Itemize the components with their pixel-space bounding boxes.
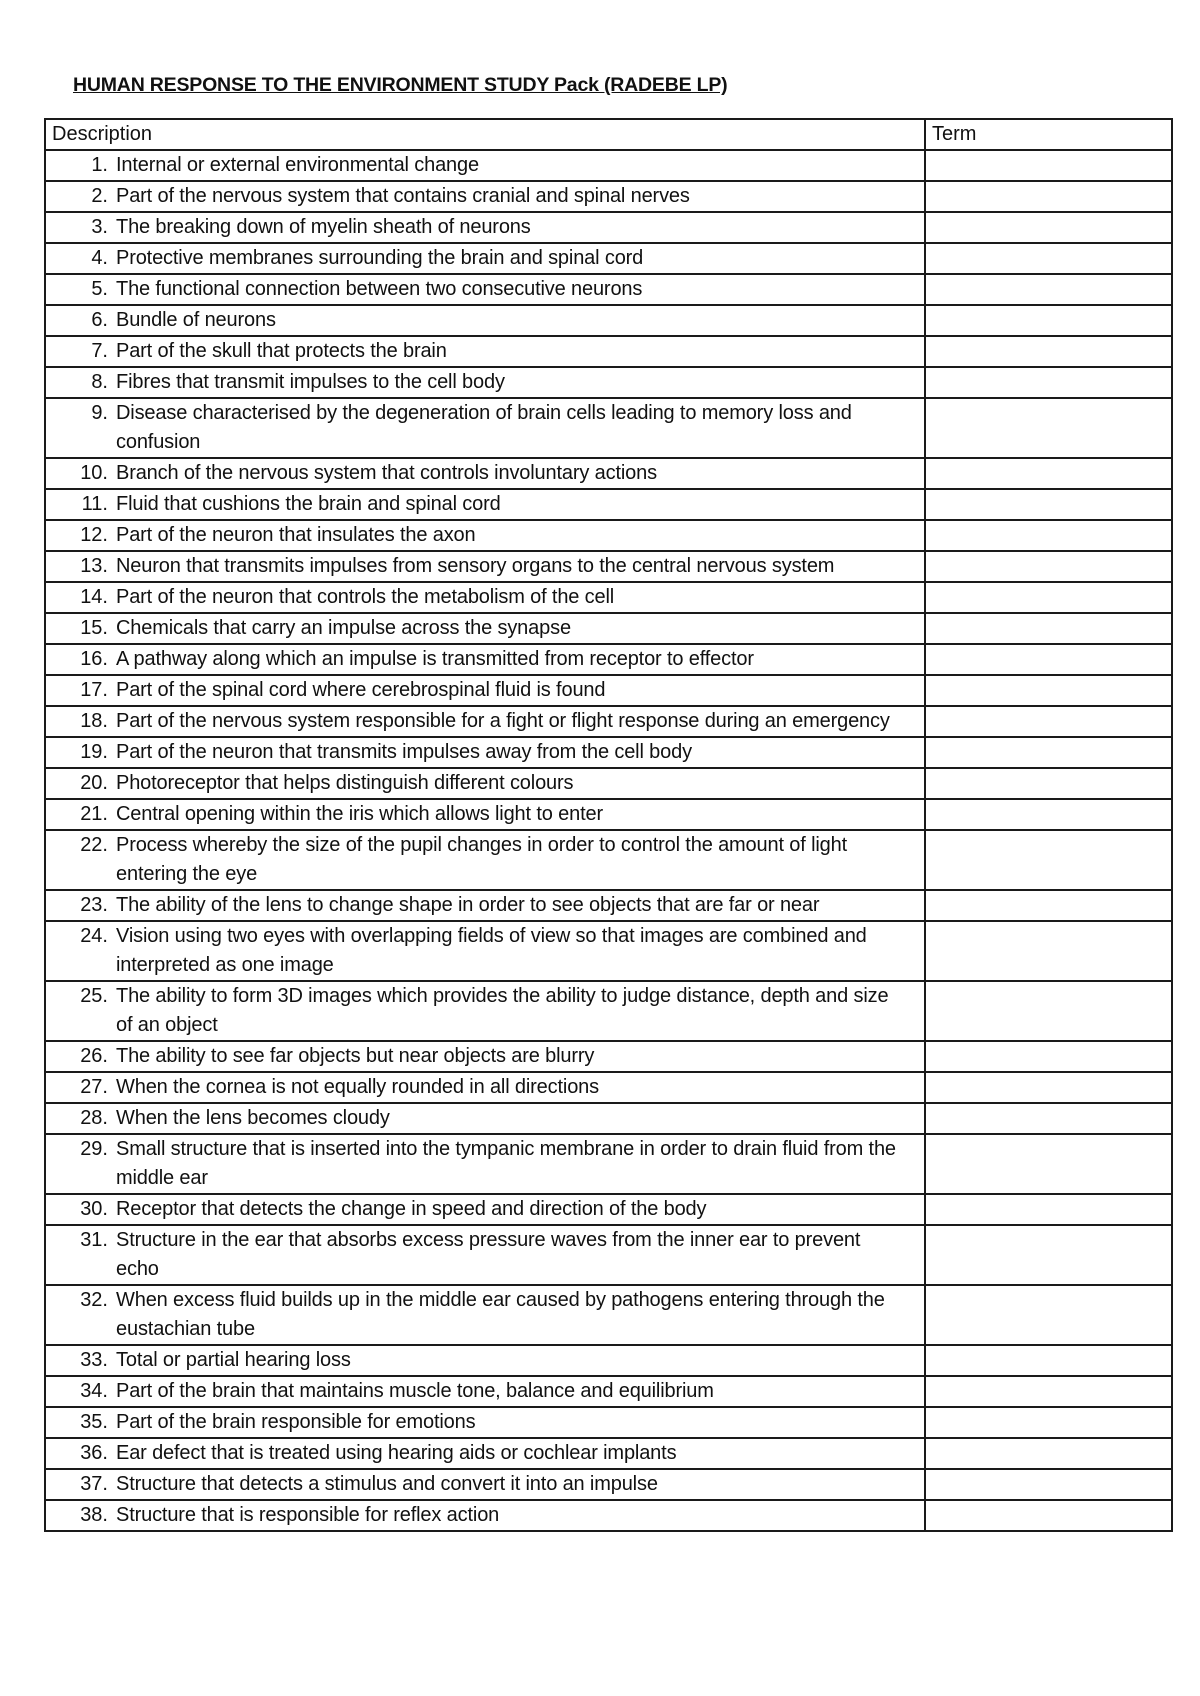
- term-answer-cell[interactable]: [925, 212, 1172, 243]
- table-row: [45, 1469, 1172, 1500]
- description-content: [52, 1286, 924, 1344]
- table-row: [45, 675, 1172, 706]
- study-table: [44, 118, 1173, 1532]
- term-answer-cell[interactable]: [925, 1438, 1172, 1469]
- description-content: [52, 1073, 924, 1102]
- item-number: 20.: [80, 772, 108, 794]
- description-content: [52, 306, 924, 335]
- term-answer-cell[interactable]: [925, 1072, 1172, 1103]
- description-content: [52, 1439, 924, 1468]
- description-cell: [45, 644, 925, 675]
- table-row: [45, 1194, 1172, 1225]
- item-description: Disease characterised by the degeneration of brain cells leading to memory loss and confusion: [116, 402, 852, 453]
- term-answer-cell[interactable]: [925, 1041, 1172, 1072]
- table-row: [45, 1438, 1172, 1469]
- description-content: [52, 1226, 924, 1284]
- description-cell: [45, 1285, 925, 1345]
- table-row: [45, 1041, 1172, 1072]
- description-cell: [45, 890, 925, 921]
- description-content: [52, 399, 924, 457]
- description-content: [52, 738, 924, 767]
- item-description: The functional connection between two consecutive neurons: [116, 278, 643, 300]
- item-number: 30.: [80, 1198, 108, 1220]
- description-content: [52, 337, 924, 366]
- description-cell: [45, 398, 925, 458]
- description-content: [52, 1501, 924, 1530]
- term-answer-cell[interactable]: [925, 398, 1172, 458]
- item-number: 22.: [80, 834, 108, 856]
- term-answer-cell[interactable]: [925, 1225, 1172, 1285]
- table-row: [45, 243, 1172, 274]
- term-answer-cell[interactable]: [925, 1134, 1172, 1194]
- item-number: 36.: [80, 1442, 108, 1464]
- item-description: Process whereby the size of the pupil changes in order to control the amount of light entering the eye: [116, 834, 848, 885]
- description-content: [52, 1042, 924, 1071]
- item-description: Part of the spinal cord where cerebrospinal fluid is found: [116, 679, 606, 701]
- item-number: 34.: [80, 1380, 108, 1402]
- study-table-body: [45, 150, 1172, 1531]
- table-row: [45, 799, 1172, 830]
- description-cell: [45, 150, 925, 181]
- description-cell: [45, 520, 925, 551]
- table-row: [45, 181, 1172, 212]
- table-row: [45, 398, 1172, 458]
- description-content: [52, 1135, 924, 1193]
- item-description: The ability to form 3D images which provides the ability to judge distance, depth and size of an object: [116, 985, 889, 1036]
- item-description: Part of the neuron that insulates the axon: [116, 524, 476, 546]
- table-row: [45, 212, 1172, 243]
- item-number: 3.: [91, 216, 108, 238]
- item-number: 15.: [80, 617, 108, 639]
- description-cell: [45, 1469, 925, 1500]
- item-description: Receptor that detects the change in speed and direction of the body: [116, 1198, 707, 1220]
- table-row: [45, 150, 1172, 181]
- term-answer-cell[interactable]: [925, 1194, 1172, 1225]
- term-answer-cell[interactable]: [925, 706, 1172, 737]
- description-cell: [45, 1134, 925, 1194]
- description-content: [52, 368, 924, 397]
- table-row: [45, 520, 1172, 551]
- item-number: 17.: [80, 679, 108, 701]
- term-answer-cell[interactable]: [925, 737, 1172, 768]
- description-cell: [45, 551, 925, 582]
- item-description: Chemicals that carry an impulse across the synapse: [116, 617, 571, 639]
- item-description: Bundle of neurons: [116, 309, 276, 331]
- item-number: 25.: [80, 985, 108, 1007]
- table-row: [45, 489, 1172, 520]
- item-description: Neuron that transmits impulses from sensory organs to the central nervous system: [116, 555, 835, 577]
- description-cell: [45, 458, 925, 489]
- item-number: 14.: [80, 586, 108, 608]
- item-description: Structure that detects a stimulus and convert it into an impulse: [116, 1473, 658, 1495]
- item-number: 12.: [80, 524, 108, 546]
- term-answer-cell[interactable]: [925, 243, 1172, 274]
- term-answer-cell[interactable]: [925, 675, 1172, 706]
- description-content: [52, 922, 924, 980]
- item-description: Central opening within the iris which allows light to enter: [116, 803, 603, 825]
- item-number: 6.: [91, 309, 108, 331]
- term-answer-cell[interactable]: [925, 981, 1172, 1041]
- item-description: The ability to see far objects but near objects are blurry: [116, 1045, 595, 1067]
- item-number: 27.: [80, 1076, 108, 1098]
- table-row: [45, 1376, 1172, 1407]
- item-description: Photoreceptor that helps distinguish different colours: [116, 772, 574, 794]
- description-cell: [45, 1500, 925, 1531]
- table-row: [45, 1103, 1172, 1134]
- description-content: [52, 800, 924, 829]
- description-cell: [45, 1072, 925, 1103]
- description-content: [52, 1470, 924, 1499]
- term-answer-cell[interactable]: [925, 305, 1172, 336]
- item-description: The ability of the lens to change shape in order to see objects that are far or near: [116, 894, 820, 916]
- description-content: [52, 552, 924, 581]
- description-content: [52, 831, 924, 889]
- table-row: [45, 737, 1172, 768]
- description-content: [52, 1104, 924, 1133]
- description-content: [52, 213, 924, 242]
- item-number: 9.: [91, 402, 108, 424]
- description-cell: [45, 1438, 925, 1469]
- description-cell: [45, 489, 925, 520]
- description-cell: [45, 768, 925, 799]
- term-answer-cell[interactable]: [925, 551, 1172, 582]
- table-row: [45, 1225, 1172, 1285]
- item-number: 5.: [91, 278, 108, 300]
- description-cell: [45, 706, 925, 737]
- table-row: [45, 1345, 1172, 1376]
- item-number: 18.: [80, 710, 108, 732]
- term-answer-cell[interactable]: [925, 1407, 1172, 1438]
- description-cell: [45, 1041, 925, 1072]
- table-row: [45, 613, 1172, 644]
- description-cell: [45, 1103, 925, 1134]
- description-content: [52, 244, 924, 273]
- table-row: [45, 336, 1172, 367]
- description-cell: [45, 243, 925, 274]
- description-content: [52, 676, 924, 705]
- item-number: 10.: [80, 462, 108, 484]
- description-cell: [45, 582, 925, 613]
- table-row: [45, 768, 1172, 799]
- term-answer-cell[interactable]: [925, 768, 1172, 799]
- term-answer-cell[interactable]: [925, 1285, 1172, 1345]
- description-content: [52, 1346, 924, 1375]
- item-number: 33.: [80, 1349, 108, 1371]
- description-cell: [45, 274, 925, 305]
- term-answer-cell[interactable]: [925, 520, 1172, 551]
- table-row: [45, 890, 1172, 921]
- item-description: Branch of the nervous system that controls involuntary actions: [116, 462, 657, 484]
- item-description: When the lens becomes cloudy: [116, 1107, 390, 1129]
- item-number: 35.: [80, 1411, 108, 1433]
- item-number: 1.: [91, 154, 108, 176]
- table-row: [45, 274, 1172, 305]
- table-row: [45, 458, 1172, 489]
- item-number: 29.: [80, 1138, 108, 1160]
- term-answer-cell[interactable]: [925, 1500, 1172, 1531]
- term-answer-cell[interactable]: [925, 921, 1172, 981]
- term-answer-cell[interactable]: [925, 1376, 1172, 1407]
- table-row: [45, 706, 1172, 737]
- term-answer-cell[interactable]: [925, 1345, 1172, 1376]
- term-answer-cell[interactable]: [925, 489, 1172, 520]
- item-number: 4.: [91, 247, 108, 269]
- item-number: 7.: [91, 340, 108, 362]
- item-description: Fluid that cushions the brain and spinal cord: [116, 493, 501, 515]
- description-content: [52, 151, 924, 180]
- description-content: [52, 275, 924, 304]
- description-cell: [45, 675, 925, 706]
- term-answer-cell[interactable]: [925, 1103, 1172, 1134]
- item-description: Part of the neuron that controls the metabolism of the cell: [116, 586, 615, 608]
- term-answer-cell[interactable]: [925, 799, 1172, 830]
- table-row: [45, 1134, 1172, 1194]
- term-answer-cell[interactable]: [925, 336, 1172, 367]
- description-content: [52, 982, 924, 1040]
- item-description: Part of the brain that maintains muscle tone, balance and equilibrium: [116, 1380, 714, 1402]
- item-number: 37.: [80, 1473, 108, 1495]
- table-row: [45, 367, 1172, 398]
- term-answer-cell[interactable]: [925, 830, 1172, 890]
- item-number: 28.: [80, 1107, 108, 1129]
- item-description: Part of the neuron that transmits impulses away from the cell body: [116, 741, 692, 763]
- item-description: Part of the nervous system responsible for a fight or flight response during an emergency: [116, 710, 890, 732]
- table-row: [45, 582, 1172, 613]
- description-cell: [45, 1345, 925, 1376]
- description-content: [52, 583, 924, 612]
- item-description: A pathway along which an impulse is transmitted from receptor to effector: [116, 648, 754, 670]
- item-number: 2.: [91, 185, 108, 207]
- description-cell: [45, 181, 925, 212]
- description-cell: [45, 1376, 925, 1407]
- item-description: Total or partial hearing loss: [116, 1349, 351, 1371]
- description-content: [52, 645, 924, 674]
- item-description: Part of the brain responsible for emotions: [116, 1411, 476, 1433]
- description-content: [52, 769, 924, 798]
- item-number: 24.: [80, 925, 108, 947]
- item-description: Internal or external environmental change: [116, 154, 479, 176]
- table-row: [45, 551, 1172, 582]
- item-number: 19.: [80, 741, 108, 763]
- description-content: [52, 182, 924, 211]
- term-answer-cell[interactable]: [925, 1469, 1172, 1500]
- description-cell: [45, 830, 925, 890]
- term-answer-cell[interactable]: [925, 458, 1172, 489]
- description-cell: [45, 1407, 925, 1438]
- term-answer-cell[interactable]: [925, 582, 1172, 613]
- description-cell: [45, 305, 925, 336]
- table-row: [45, 1500, 1172, 1531]
- description-cell: [45, 981, 925, 1041]
- item-description: Ear defect that is treated using hearing aids or cochlear implants: [116, 1442, 677, 1464]
- term-answer-cell[interactable]: [925, 181, 1172, 212]
- table-row: [45, 305, 1172, 336]
- term-answer-cell[interactable]: [925, 150, 1172, 181]
- term-answer-cell[interactable]: [925, 613, 1172, 644]
- item-description: Small structure that is inserted into the tympanic membrane in order to drain fluid from the middle ear: [116, 1138, 896, 1189]
- description-content: [52, 1377, 924, 1406]
- table-row: [45, 830, 1172, 890]
- item-number: 16.: [80, 648, 108, 670]
- description-content: [52, 891, 924, 920]
- item-number: 21.: [80, 803, 108, 825]
- table-row: [45, 1285, 1172, 1345]
- item-number: 38.: [80, 1504, 108, 1526]
- description-content: [52, 614, 924, 643]
- description-content: [52, 1195, 924, 1224]
- item-description: When excess fluid builds up in the middle ear caused by pathogens entering through the eustachian tube: [116, 1289, 885, 1340]
- item-description: Structure that is responsible for reflex action: [116, 1504, 500, 1526]
- item-description: Fibres that transmit impulses to the cell body: [116, 371, 505, 393]
- term-answer-cell[interactable]: [925, 274, 1172, 305]
- description-content: [52, 707, 924, 736]
- item-description: Part of the skull that protects the brain: [116, 340, 447, 362]
- term-answer-cell[interactable]: [925, 644, 1172, 675]
- term-answer-cell[interactable]: [925, 890, 1172, 921]
- description-cell: [45, 367, 925, 398]
- item-description: Protective membranes surrounding the brain and spinal cord: [116, 247, 644, 269]
- item-number: 13.: [80, 555, 108, 577]
- description-content: [52, 1408, 924, 1437]
- table-row: [45, 644, 1172, 675]
- table-row: [45, 1072, 1172, 1103]
- description-cell: [45, 737, 925, 768]
- item-description: Structure in the ear that absorbs excess pressure waves from the inner ear to prevent echo: [116, 1229, 861, 1280]
- item-number: 26.: [80, 1045, 108, 1067]
- description-cell: [45, 212, 925, 243]
- description-cell: [45, 1225, 925, 1285]
- description-column-header: Description: [45, 119, 925, 150]
- description-content: [52, 521, 924, 550]
- description-cell: [45, 336, 925, 367]
- table-row: [45, 981, 1172, 1041]
- document-title: HUMAN RESPONSE TO THE ENVIRONMENT STUDY Pack (RADEBE LP): [73, 74, 728, 96]
- table-row: [45, 1407, 1172, 1438]
- item-number: 11.: [81, 493, 108, 515]
- item-description: Part of the nervous system that contains cranial and spinal nerves: [116, 185, 690, 207]
- table-header-row: [45, 119, 1172, 150]
- description-cell: [45, 613, 925, 644]
- item-number: 31.: [80, 1229, 108, 1251]
- description-cell: [45, 1194, 925, 1225]
- item-number: 8.: [91, 371, 108, 393]
- item-number: 32.: [80, 1289, 108, 1311]
- item-description: When the cornea is not equally rounded in all directions: [116, 1076, 600, 1098]
- item-number: 23.: [80, 894, 108, 916]
- term-answer-cell[interactable]: [925, 367, 1172, 398]
- description-content: [52, 459, 924, 488]
- item-description: Vision using two eyes with overlapping fields of view so that images are combined and interpreted as one image: [116, 925, 867, 976]
- description-content: [52, 490, 924, 519]
- description-cell: [45, 799, 925, 830]
- item-description: The breaking down of myelin sheath of neurons: [116, 216, 531, 238]
- description-cell: [45, 921, 925, 981]
- table-row: [45, 921, 1172, 981]
- term-column-header: Term: [925, 119, 1172, 150]
